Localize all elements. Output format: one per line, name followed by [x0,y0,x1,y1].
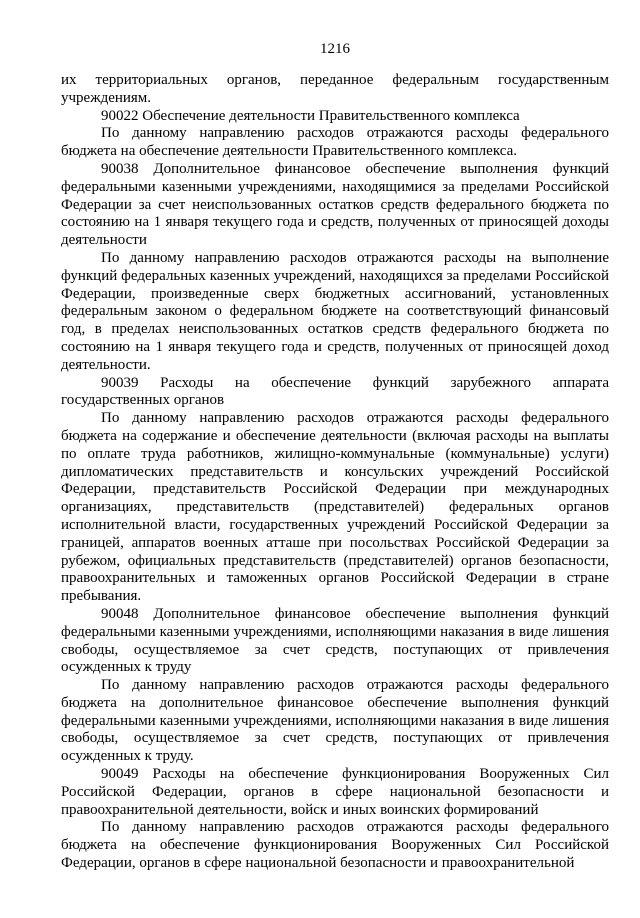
heading-90039: 90039 Расходы на обеспечение функций зарубежного аппарата государственных органов [61,374,609,409]
paragraph-90039-description: По данному направлению расходов отражаются расходы федерального бюджета на содержание и обеспечение деятельности (включая расходы на выплаты по оплате труда работников, жилищно-коммунальные (коммунальные) услуги) дипломатических представительств и консульских учреждений Российской Федерации, представительств Российской Федерации при международных организациях, представительств (представителей) федеральных органов исполнительной власти, государственных учреждений Российской Федерации за границей, аппаратов военных атташе при посольствах Российской Федерации за рубежом, официальных представительств (представителей) органов безопасности, правоохранительных и таможенных органов Российской Федерации в стране пребывания. [61,410,609,605]
paragraph-90022-description: По данному направлению расходов отражаются расходы федерального бюджета на обеспечение деятельности Правительственного комплекса. [61,125,609,160]
paragraph-90048-description: По данному направлению расходов отражаются расходы федерального бюджета на дополнительное финансовое обеспечение выполнения функций федеральными казенными учреждениями, исполняющими наказания в виде лишения свободы, осуществляемое за счет средств, поступающих от привлечения осужденных к труду. [61,677,609,765]
heading-90038: 90038 Дополнительное финансовое обеспечение выполнения функций федеральными казенными учреждениями, находящимися за пределами Российской Федерации за счет неиспользованных остатков средств федерального бюджета по состоянию на 1 января текущего года и средств, полученных от приносящей доходы деятельности [61,160,609,249]
heading-90048: 90048 Дополнительное финансовое обеспечение выполнения функций федеральными казенными учреждениями, исполняющими наказания в виде лишения свободы, осуществляемое за счет средств, поступающих от привлечения осужденных к труду [61,605,609,676]
paragraph-90049-description: По данному направлению расходов отражаются расходы федерального бюджета на обеспечение функционирования Вооруженных Сил Российской Федерации, органов в сфере национальной безопасности и правоохранительной [61,819,609,872]
page-number: 1216 [320,41,350,57]
heading-90049: 90049 Расходы на обеспечение функционирования Вооруженных Сил Российской Федерации, органов в сфере национальной безопасности и правоохранительной деятельности, войск и иных воинских формирований [61,766,609,818]
paragraph-continuation: их территориальных органов, переданное федеральным государственным учреждениям. [61,72,609,106]
paragraph-90038-description: По данному направлению расходов отражаются расходы на выполнение функций федеральных казенных учреждений, находящихся за пределами Российской Федерации, произведенные сверх бюджетных ассигнований, установленных федеральным законом о федеральном бюджете на соответствующий финансовый год, в пределах неиспользованных остатков средств федерального бюджета по состоянию на 1 января текущего года и средств, полученных от приносящей доход деятельности. [61,249,609,373]
heading-90022: 90022 Обеспечение деятельности Правительственного комплекса [101,107,520,124]
